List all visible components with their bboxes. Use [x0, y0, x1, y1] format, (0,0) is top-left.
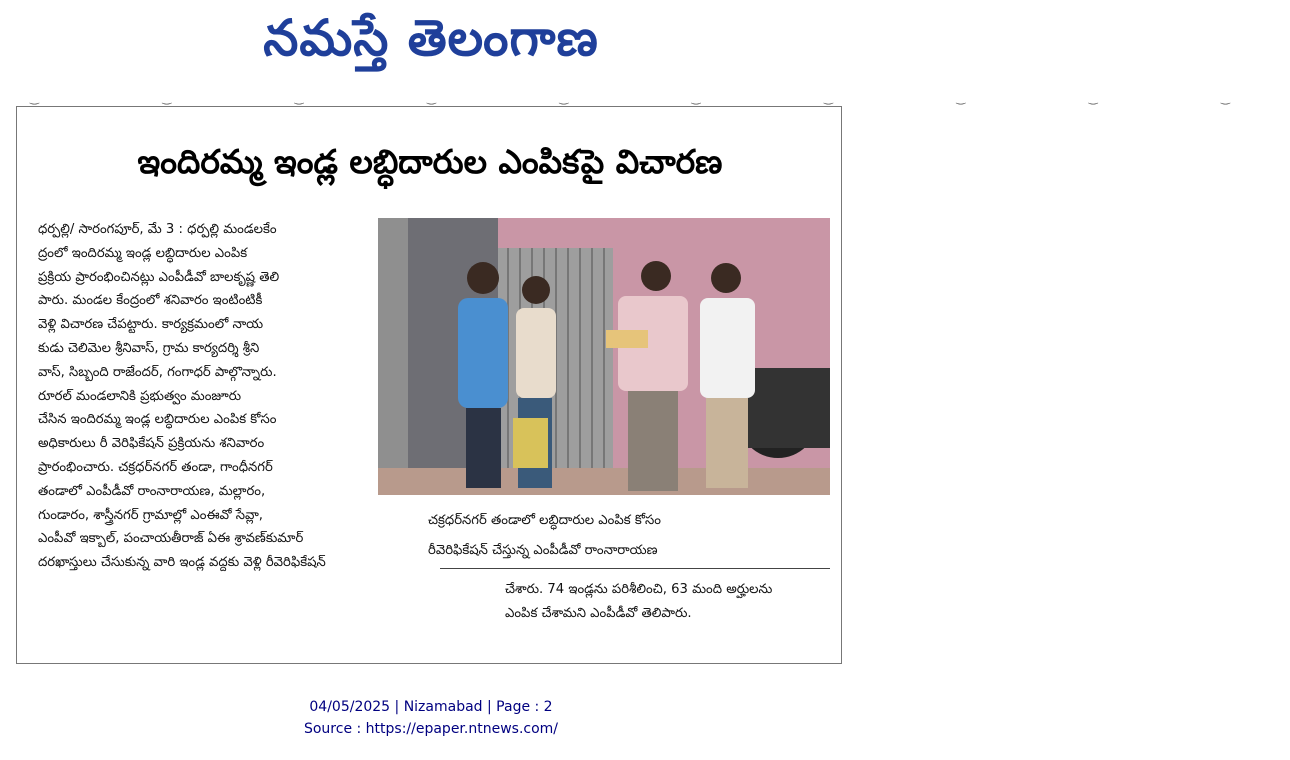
clip-border-top [16, 106, 842, 107]
footer-source: Source : https://epaper.ntnews.com/ [303, 721, 559, 737]
body-line: దరఖాస్తులు చేసుకున్న వారి ఇండ్ల వద్దకు వెళ్లి రీవెరిఫికేషన్ [38, 555, 326, 571]
page-footer [0, 696, 862, 740]
body-line: రూరల్ మండలానికి ప్రభుత్వం మంజూరు [38, 388, 242, 404]
body-line: చేసిన ఇందిరమ్మ ఇండ్ల లబ్ధిదారుల ఎంపిక కోసం [38, 412, 277, 428]
body-line: ధర్పల్లి/ సారంగపూర్, మే 3 : ధర్పల్లి మండలకేం [38, 222, 277, 237]
body-line: ఎంపీవో ఇక్బాల్, పంచాయతీరాజ్ ఏఈ శ్రావణ్‌కుమార్ [38, 531, 304, 547]
caption-rule [440, 568, 830, 569]
photo-caption [428, 506, 828, 566]
article-column-2 [505, 578, 835, 626]
article-photo [378, 218, 830, 495]
article-column-1 [38, 218, 416, 575]
masthead-title: నమస్తే తెలంగాణ [263, 8, 599, 67]
body-line: ప్రారంభించారు. చక్రధర్‌నగర్ తండా, గాంధీనగర్ [38, 459, 273, 475]
body-line: ఎంపిక చేశామని ఎంపీడీవో తెలిపారు. [505, 606, 692, 621]
masthead [0, 0, 862, 80]
body-line: పారు. మండల కేంద్రంలో శనివారం ఇంటింటికీ [38, 293, 263, 309]
article-headline: ఇందిరమ్మ ఇండ్ల లబ్ధిదారుల ఎంపికపై విచారణ [137, 142, 723, 181]
caption-line: రీవెరిఫికేషన్ చేస్తున్న ఎంపీడీవో రాంనారాయణ [428, 543, 658, 558]
body-line: వెళ్లి విచారణ చేపట్టారు. కార్యక్రమంలో నాయ [38, 317, 264, 333]
body-line: తండాలో ఎంపీడీవో రాంనారాయణ, మల్లారం, [38, 483, 266, 499]
footer-date-edition: 04/05/2025 | Nizamabad | Page : 2 [309, 699, 553, 715]
body-line: వాస్, సిబ్బంది రాజేందర్, గంగాధర్ పాల్గొన్నారు. [38, 364, 277, 380]
clip-border-left [16, 106, 17, 664]
photo-illustration [378, 218, 830, 495]
body-line: చేశారు. 74 ఇండ్లను పరిశీలించి, 63 మంది అర్హులను [505, 582, 773, 597]
clip-border-bottom [16, 663, 842, 664]
body-line: కుడు చెలిమెల శ్రీనివాస్, గ్రామ కార్యదర్శి శ్రీని [38, 340, 260, 356]
body-line: గుండారం, శాస్త్రీనగర్ గ్రామాల్లో ఎంఈవో సేవ్లా, [38, 507, 263, 523]
caption-line: చక్రధర్‌నగర్ తండాలో లబ్ధిదారుల ఎంపిక కోసం [428, 513, 661, 528]
clip-border-right [841, 106, 842, 664]
body-line: ప్రక్రియ ప్రారంభించినట్లు ఎంపీడీవో బాలకృష్ణ తెలి [38, 269, 280, 285]
body-line: ద్రంలో ఇందిరమ్మ ఇండ్ల లబ్ధిదారుల ఎంపిక [38, 245, 248, 261]
body-line: అధికారులు రీ వెరిఫికేషన్ ప్రక్రియను శనివారం [38, 436, 265, 452]
cut-off-previous-line: ‿ ‿ ‿ ‿ ‿ ‿ ‿ ‿ ‿ ‿ [30, 92, 1290, 105]
